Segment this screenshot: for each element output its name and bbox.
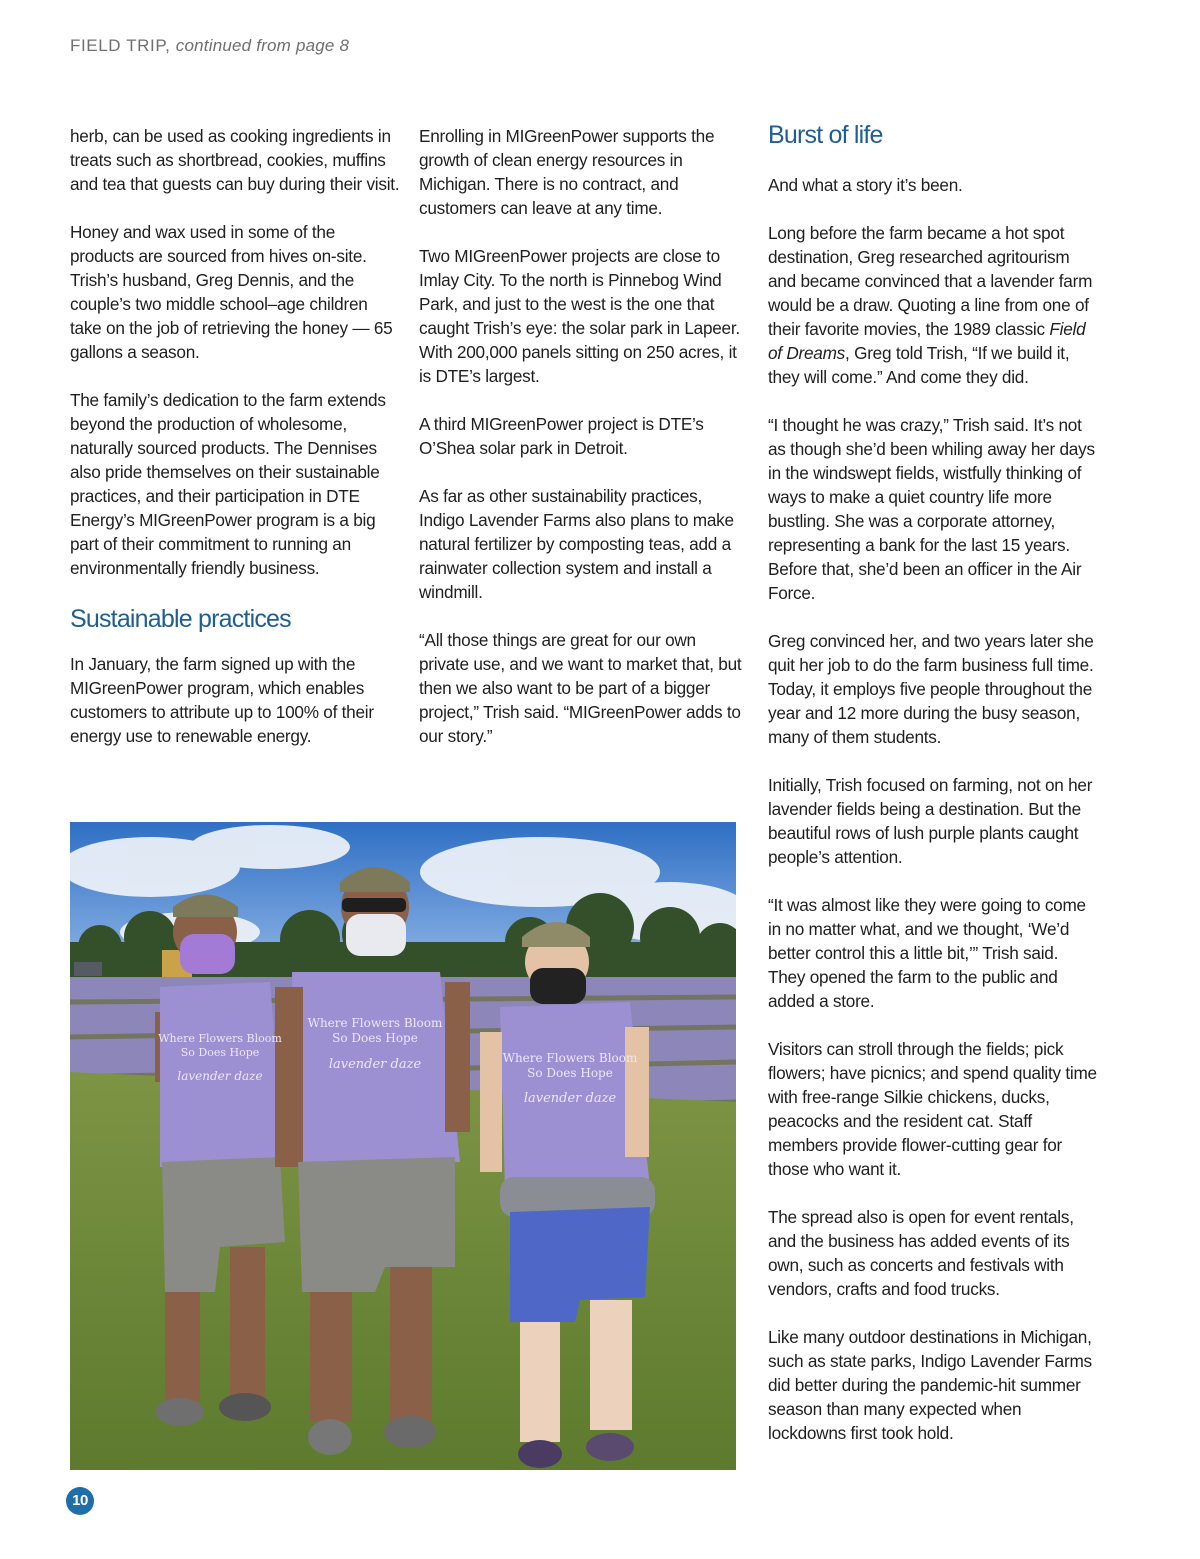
shirt-text-middle-line2: So Does Hope: [332, 1031, 418, 1045]
section-label: FIELD TRIP,: [70, 36, 171, 55]
shirt-script-middle: lavender daze: [328, 1057, 422, 1072]
paragraph: Enrolling in MIGreenPower supports the growth of clean energy resources in Michigan. There is no contract, and customers can leave at any time.: [419, 126, 715, 218]
paragraph: Visitors can stroll through the fields; pick flowers; have picnics; and spend quality time with free-range Silkie chickens, ducks, peacocks and the resident cat. Staff members provide flower-cutting gear for those who want it.: [768, 1039, 1097, 1179]
paragraph-text: , Greg told Trish, “If we build it, they will come.” And come they did.: [768, 343, 1070, 387]
paragraph: In January, the farm signed up with the MIGreenPower program, which enables customers to attribute up to 100% of their energy use to renewable energy.: [70, 654, 374, 746]
paragraph: Two MIGreenPower projects are close to Imlay City. To the north is Pinnebog Wind Park, and just to the west is the one that caught Trish’s eye: the solar park in Lapeer. With 200,000 panels sitting on 250 acres, it is DTE’s largest.: [419, 246, 740, 386]
shirt-text-right-line2: So Does Hope: [527, 1066, 613, 1080]
article-column-2: [419, 124, 749, 748]
paragraph: The spread also is open for event rentals, and the business has added events of its own, such as concerts and festivals with vendors, crafts and food trucks.: [768, 1207, 1074, 1299]
running-head: [70, 36, 349, 56]
shirt-text-right-line1: Where Flowers Bloom: [502, 1051, 638, 1065]
photo-illustration: [70, 822, 736, 1470]
paragraph: “I thought he was crazy,” Trish said. It’s not as though she’d been whiling away her days in the windswept fields, wistfully thinking of ways to make a quiet country life more bustling. She was a corporate attorney, representing a bank for the last 15 years. Before that, she’d been an officer in the Air Force.: [768, 415, 1095, 603]
paragraph: Greg convinced her, and two years later she quit her job to do the farm business full time. Today, it employs five people throughout the year and 12 more during the busy season, many of them students.: [768, 631, 1094, 747]
section-heading-burst-of-life: Burst of life: [768, 121, 883, 149]
page-number: 10: [66, 1487, 94, 1515]
shirt-text-left-line1: Where Flowers Bloom: [158, 1032, 282, 1045]
shirt-script-right: lavender daze: [523, 1091, 617, 1106]
paragraph: Honey and wax used in some of the products are sourced from hives on-site. Trish’s husband, Greg Dennis, and the couple’s two middle school–age children take on the job of retrieving the honey — 65 gallons a season.: [70, 222, 393, 362]
paragraph: The family’s dedication to the farm extends beyond the production of wholesome, naturally sourced products. The Dennises also pride themselves on their sustainable practices, and their participation in DTE Energy’s MIGreenPower program is a big part of their commitment to running an environmentally friendly business.: [70, 390, 386, 578]
paragraph: “All those things are great for our own private use, and we want to market that, but then we also want to be part of a bigger project,” Trish said. “MIGreenPower adds to our story.”: [419, 630, 742, 746]
section-heading-sustainable-practices: Sustainable practices: [70, 605, 291, 633]
truck: [74, 962, 102, 976]
shirt-text-left-line2: So Does Hope: [180, 1046, 260, 1059]
film-title: Field of Dreams: [768, 319, 1086, 363]
paragraph: Initially, Trish focused on farming, not on her lavender fields being a destination. But the beautiful rows of lush purple plants caught people’s attention.: [768, 775, 1093, 867]
paragraph: And what a story it’s been.: [768, 175, 963, 195]
paragraph: Like many outdoor destinations in Michigan, such as state parks, Indigo Lavender Farms did better during the pandemic-hit summer season than many expected when lockdowns first took hold.: [768, 1327, 1092, 1443]
paragraph: “It was almost like they were going to come in no matter what, and we thought, ‘We’d better control this a little bit,’” Trish said. They opened the farm to the public and added a store.: [768, 895, 1086, 1011]
shirt-text-middle-line1: Where Flowers Bloom: [307, 1016, 443, 1030]
article-column-3: [768, 120, 1098, 1445]
shirt-script-left: lavender daze: [177, 1069, 263, 1083]
paragraph: A third MIGreenPower project is DTE’s O’Shea solar park in Detroit.: [419, 414, 704, 458]
article-column-1: [70, 124, 400, 748]
continued-note: continued from page 8: [175, 36, 350, 55]
paragraph: herb, can be used as cooking ingredients in treats such as shortbread, cookies, muffins and tea that guests can buy during their visit.: [70, 126, 400, 194]
paragraph: As far as other sustainability practices, Indigo Lavender Farms also plans to make natural fertilizer by composting teas, add a rainwater collection system and install a windmill.: [419, 486, 734, 602]
farm-owners-photo: [70, 822, 736, 1470]
paragraph-field-of-dreams: [768, 221, 1098, 389]
paragraph-text: Long before the farm became a hot spot destination, Greg researched agritourism and became convinced that a lavender farm would be a draw. Quoting a line from one of their favorite movies, the 1989 classic: [768, 223, 1093, 339]
